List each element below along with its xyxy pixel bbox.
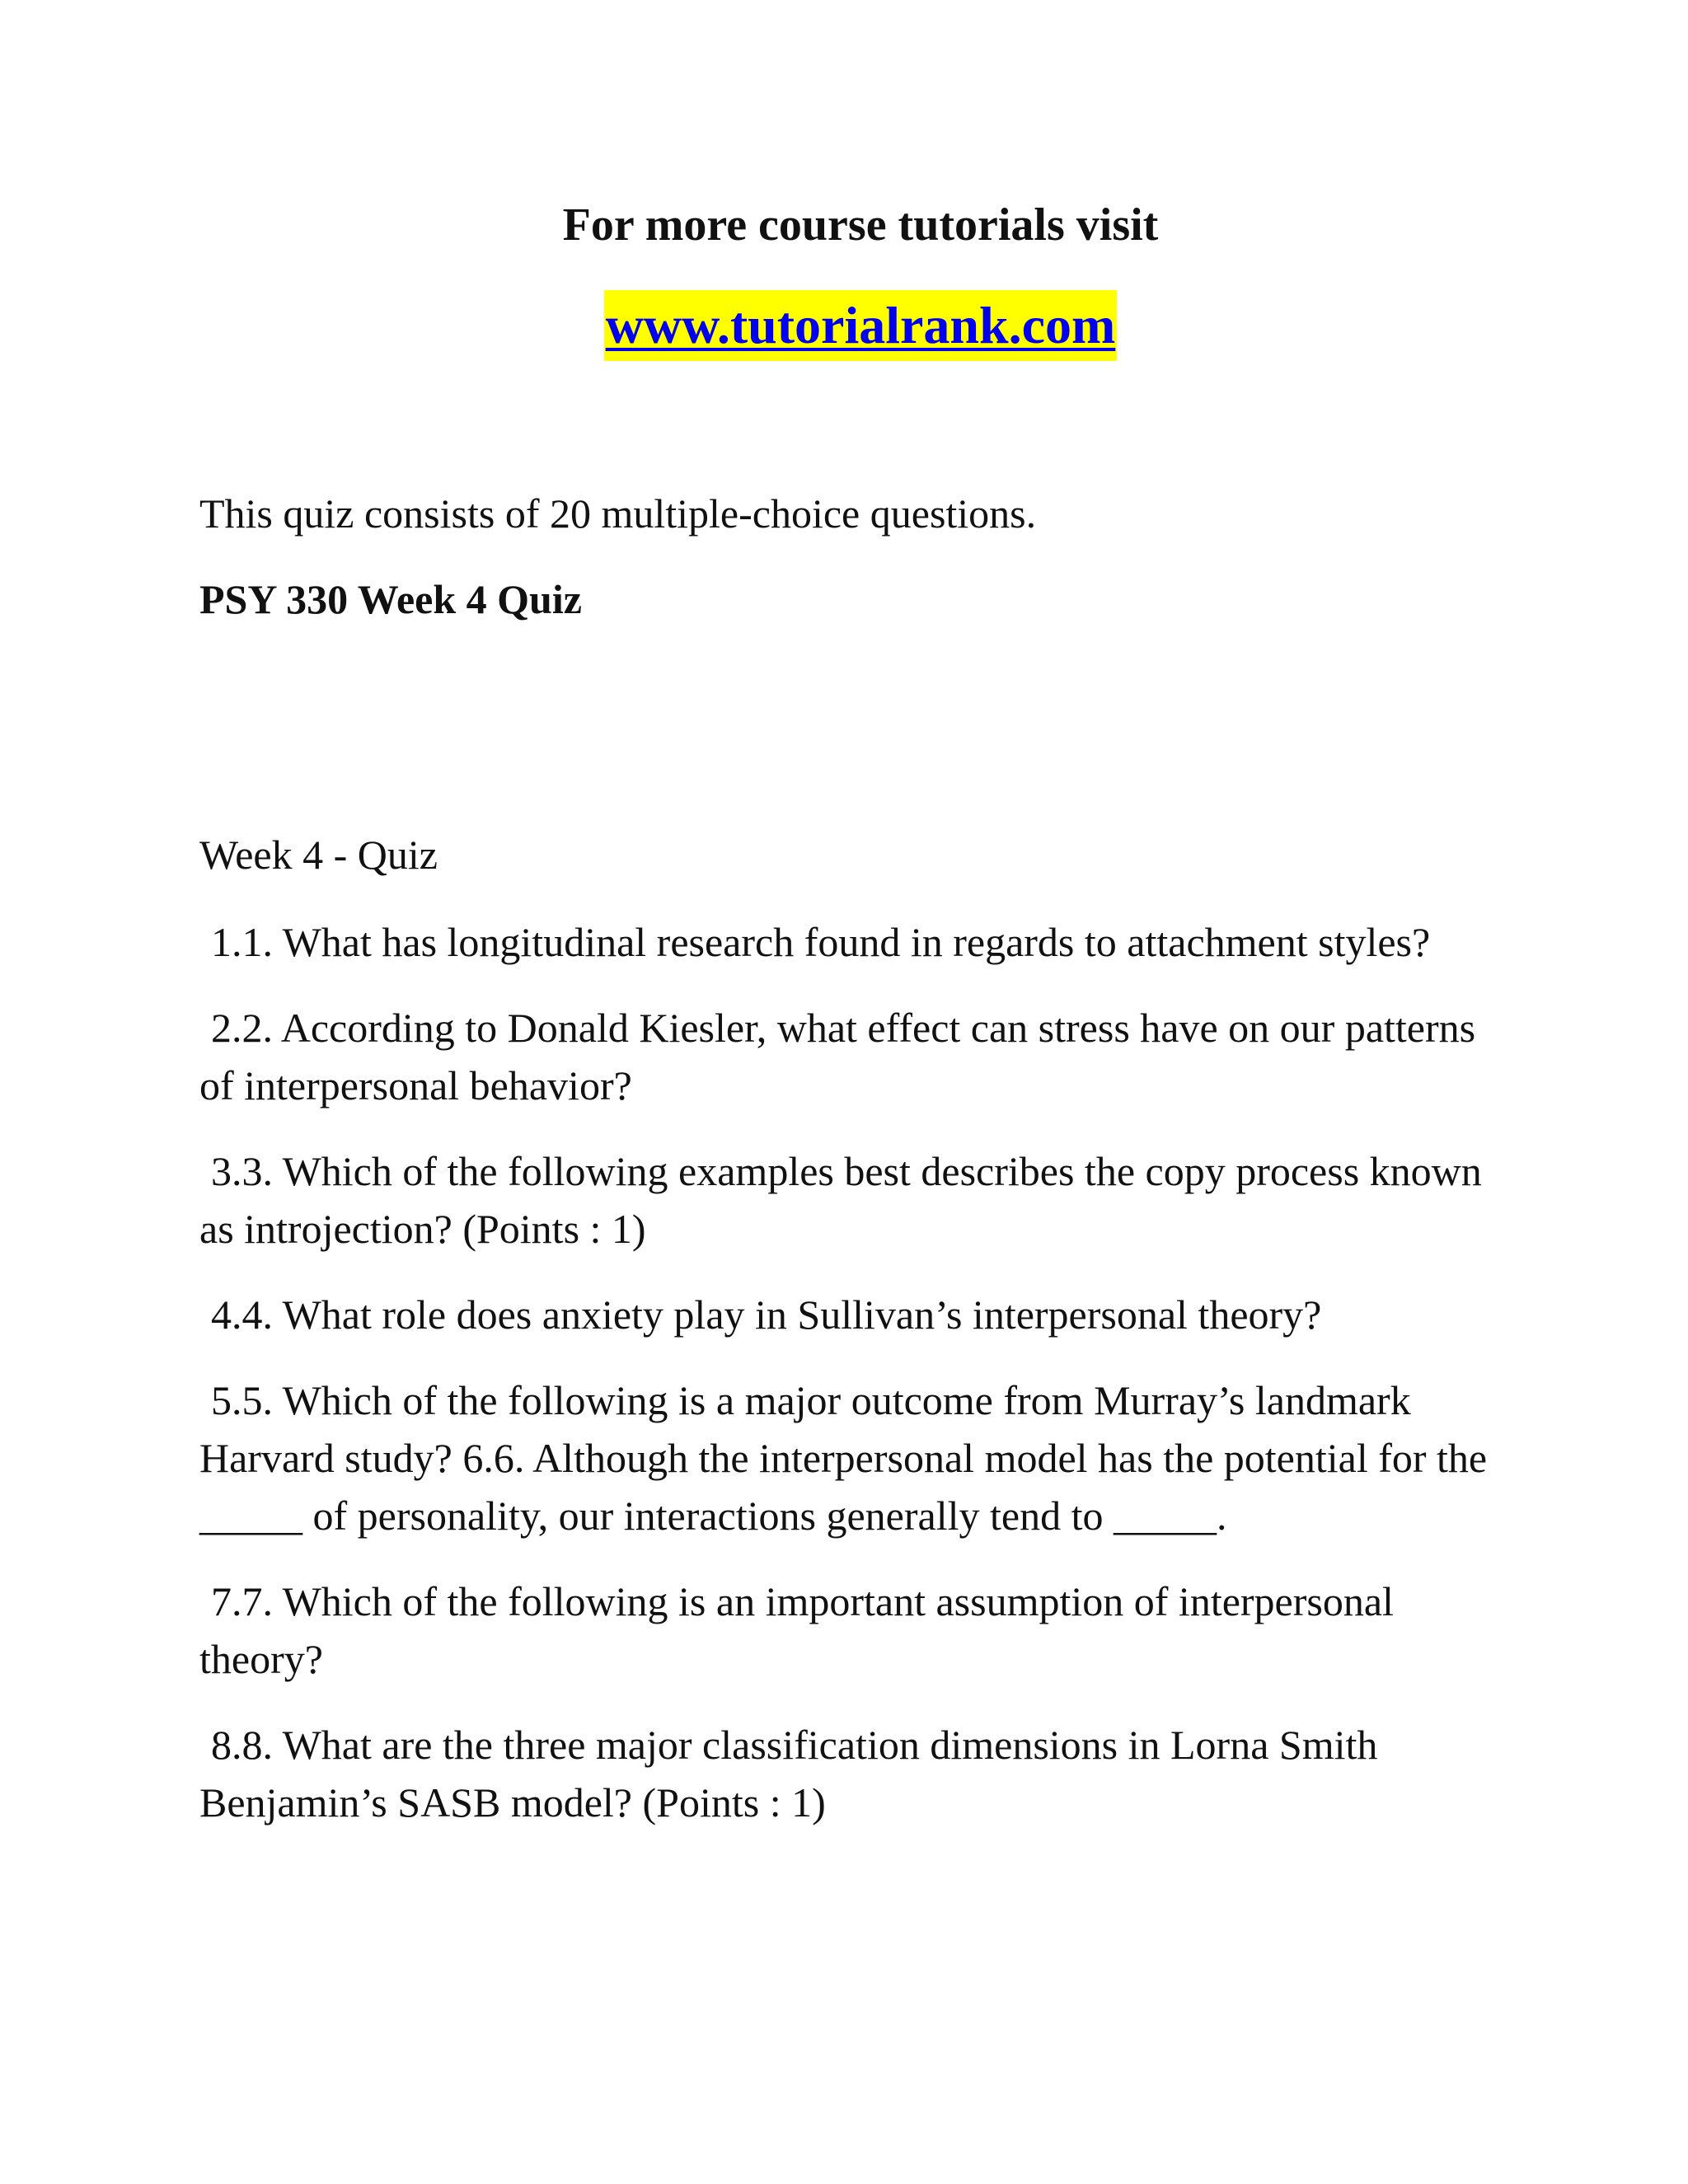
quiz-heading: Week 4 - Quiz	[199, 832, 438, 878]
question-item: 3.3. Which of the following examples best describes the copy process known as introjection? (Points : 1)	[199, 1148, 1482, 1252]
question-item: 4.4. What role does anxiety play in Sullivan’s interpersonal theory?	[211, 1291, 1322, 1338]
question-item: 2.2. According to Donald Kiesler, what effect can stress have on our patterns of interpersonal behavior?	[199, 1005, 1476, 1108]
quiz-intro: This quiz consists of 20 multiple-choice questions.	[199, 490, 1037, 537]
question-item: 7.7. Which of the following is an important assumption of interpersonal theory?	[199, 1578, 1394, 1682]
course-title: PSY 330 Week 4 Quiz	[199, 576, 582, 622]
tutorialrank-link[interactable]: www.tutorialrank.com	[604, 290, 1118, 361]
header-link-container	[0, 290, 1688, 361]
question-item: 5.5. Which of the following is a major outcome from Murray’s landmark Harvard study? 6.6. Although the interpersonal model has the potential for the _____ of personality, our interactions generally tend to _____.	[199, 1377, 1488, 1539]
question-item: 8.8. What are the three major classification dimensions in Lorna Smith Benjamin’s SASB model? (Points : 1)	[199, 1722, 1378, 1825]
header-title: For more course tutorials visit	[562, 199, 1159, 251]
question-list	[199, 913, 1493, 1859]
question-item: 1.1. What has longitudinal research found in regards to attachment styles?	[211, 919, 1431, 965]
